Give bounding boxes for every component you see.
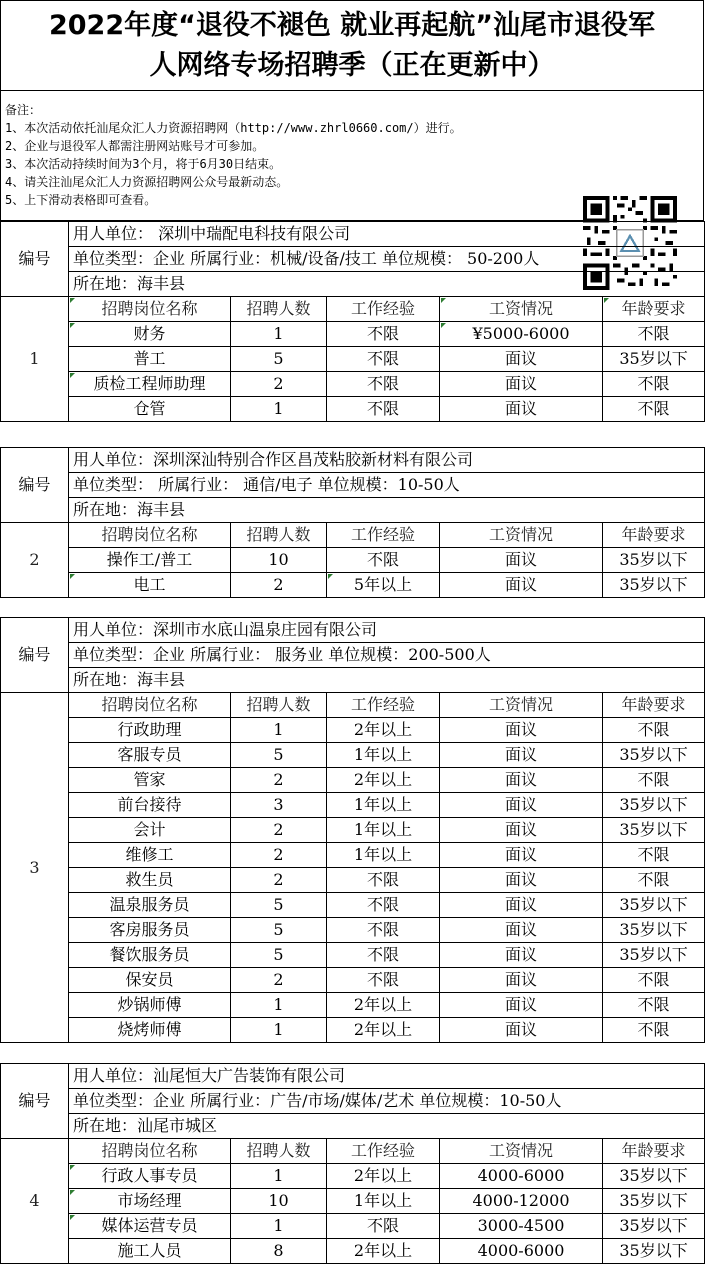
headcount: 5 (231, 347, 327, 372)
column-header: 工作经验 (327, 693, 440, 718)
headcount: 5 (231, 743, 327, 768)
experience: 不限 (327, 372, 440, 397)
salary: 4000-6000 (440, 1164, 603, 1189)
id-label: 编号 (1, 448, 69, 523)
experience: 不限 (327, 322, 440, 347)
employer-name: 用人单位：深圳深汕特别合作区昌茂粘胶新材料有限公司 (69, 448, 705, 473)
company-table-3 (0, 617, 705, 1043)
age-requirement: 不限 (603, 768, 705, 793)
experience: 不限 (327, 893, 440, 918)
age-requirement: 35岁以下 (603, 793, 705, 818)
headcount: 1 (231, 718, 327, 743)
salary: 面议 (440, 743, 603, 768)
experience: 2年以上 (327, 993, 440, 1018)
salary: 面议 (440, 818, 603, 843)
headcount: 1 (231, 1018, 327, 1043)
experience: 2年以上 (327, 768, 440, 793)
note-item: 3、本次活动持续时间为3个月，将于6月30日结束。 (5, 157, 282, 171)
column-header: 年龄要求 (603, 693, 705, 718)
table-row (1, 918, 705, 943)
employer-type: 单位类型：企业 所属行业：广告/市场/媒体/艺术 单位规模：10-50人 (69, 1089, 705, 1114)
column-header: 工资情况 (440, 297, 603, 322)
company-number: 1 (1, 297, 69, 422)
age-requirement: 35岁以下 (603, 548, 705, 573)
job-title: 维修工 (69, 843, 231, 868)
headcount: 1 (231, 1214, 327, 1239)
table-row (1, 1018, 705, 1043)
id-label: 编号 (1, 222, 69, 297)
column-header: 年龄要求 (603, 297, 705, 322)
salary: 面议 (440, 993, 603, 1018)
age-requirement: 35岁以下 (603, 1189, 705, 1214)
salary: 面议 (440, 1018, 603, 1043)
job-title: 市场经理 (69, 1189, 231, 1214)
experience: 不限 (327, 397, 440, 422)
experience: 1年以上 (327, 743, 440, 768)
column-header: 招聘人数 (231, 693, 327, 718)
headcount: 2 (231, 573, 327, 598)
salary: 4000-6000 (440, 1239, 603, 1264)
headcount: 8 (231, 1239, 327, 1264)
age-requirement: 不限 (603, 372, 705, 397)
salary: 面议 (440, 943, 603, 968)
headcount: 5 (231, 918, 327, 943)
note-item: 5、上下滑动表格即可查看。 (5, 193, 157, 207)
experience: 1年以上 (327, 793, 440, 818)
column-header: 工资情况 (440, 523, 603, 548)
company-number: 4 (1, 1139, 69, 1264)
salary: 面议 (440, 793, 603, 818)
table-row (1, 993, 705, 1018)
employer-name: 用人单位： 深圳中瑞配电科技有限公司 (69, 222, 705, 247)
company-table-1 (0, 221, 705, 422)
table-row (1, 1189, 705, 1214)
age-requirement: 35岁以下 (603, 347, 705, 372)
employer-type: 单位类型： 所属行业： 通信/电子 单位规模：10-50人 (69, 473, 705, 498)
experience: 2年以上 (327, 1018, 440, 1043)
column-header: 工作经验 (327, 1139, 440, 1164)
experience: 不限 (327, 1214, 440, 1239)
table-row (1, 397, 705, 422)
table-row (1, 1239, 705, 1264)
experience: 不限 (327, 347, 440, 372)
headcount: 2 (231, 372, 327, 397)
id-label: 编号 (1, 618, 69, 693)
age-requirement: 35岁以下 (603, 1164, 705, 1189)
age-requirement: 不限 (603, 968, 705, 993)
table-row (1, 372, 705, 397)
headcount: 5 (231, 943, 327, 968)
job-title: 电工 (69, 573, 231, 598)
experience: 2年以上 (327, 1239, 440, 1264)
table-row (1, 968, 705, 993)
experience: 不限 (327, 968, 440, 993)
table-row (1, 793, 705, 818)
headcount: 1 (231, 993, 327, 1018)
age-requirement: 不限 (603, 1018, 705, 1043)
headcount: 10 (231, 1189, 327, 1214)
age-requirement: 35岁以下 (603, 818, 705, 843)
job-title: 行政助理 (69, 718, 231, 743)
experience: 不限 (327, 868, 440, 893)
column-header: 招聘人数 (231, 523, 327, 548)
note-item: 1、本次活动依托汕尾众汇人力资源招聘网（http://www.zhrl0660.com/）进行。 (5, 121, 462, 135)
age-requirement: 35岁以下 (603, 743, 705, 768)
job-title: 质检工程师助理 (69, 372, 231, 397)
age-requirement: 不限 (603, 993, 705, 1018)
experience: 2年以上 (327, 1164, 440, 1189)
age-requirement: 不限 (603, 843, 705, 868)
column-header: 工资情况 (440, 1139, 603, 1164)
table-row (1, 768, 705, 793)
headcount: 2 (231, 968, 327, 993)
column-header: 工资情况 (440, 693, 603, 718)
job-title: 仓管 (69, 397, 231, 422)
experience: 不限 (327, 918, 440, 943)
age-requirement: 不限 (603, 322, 705, 347)
id-label: 编号 (1, 1064, 69, 1139)
age-requirement: 不限 (603, 718, 705, 743)
salary: 面议 (440, 768, 603, 793)
salary: ¥5000-6000 (440, 322, 603, 347)
headcount: 10 (231, 548, 327, 573)
column-header: 招聘岗位名称 (69, 1139, 231, 1164)
column-header: 招聘岗位名称 (69, 297, 231, 322)
table-row (1, 743, 705, 768)
job-title: 保安员 (69, 968, 231, 993)
experience: 1年以上 (327, 818, 440, 843)
job-title: 餐饮服务员 (69, 943, 231, 968)
employer-name: 用人单位：深圳市水底山温泉庄园有限公司 (69, 618, 705, 643)
headcount: 2 (231, 843, 327, 868)
salary: 面议 (440, 868, 603, 893)
column-header: 年龄要求 (603, 523, 705, 548)
salary: 面议 (440, 893, 603, 918)
job-title: 会计 (69, 818, 231, 843)
page-title (0, 0, 704, 91)
title-line-2: 人网络专场招聘季（正在更新中） (149, 49, 555, 81)
notes-section (0, 91, 704, 221)
note-item: 4、请关注汕尾众汇人力资源招聘网公众号最新动态。 (5, 175, 289, 189)
column-header: 年龄要求 (603, 1139, 705, 1164)
job-title: 客房服务员 (69, 918, 231, 943)
company-number: 3 (1, 693, 69, 1043)
salary: 面议 (440, 968, 603, 993)
table-row (1, 818, 705, 843)
experience: 不限 (327, 548, 440, 573)
headcount: 2 (231, 818, 327, 843)
note-item: 2、企业与退役军人都需注册网站账号才可参加。 (5, 139, 265, 153)
job-title: 财务 (69, 322, 231, 347)
job-title: 客服专员 (69, 743, 231, 768)
table-row (1, 943, 705, 968)
notes-heading: 备注： (5, 103, 42, 117)
age-requirement: 35岁以下 (603, 943, 705, 968)
job-title: 施工人员 (69, 1239, 231, 1264)
column-header: 招聘岗位名称 (69, 523, 231, 548)
table-row (1, 548, 705, 573)
salary: 面议 (440, 347, 603, 372)
column-header: 工作经验 (327, 523, 440, 548)
table-row (1, 893, 705, 918)
experience: 1年以上 (327, 1189, 440, 1214)
experience: 不限 (327, 943, 440, 968)
job-title: 救生员 (69, 868, 231, 893)
column-header: 招聘人数 (231, 1139, 327, 1164)
company-table-4 (0, 1063, 705, 1264)
column-header: 工作经验 (327, 297, 440, 322)
age-requirement: 不限 (603, 868, 705, 893)
job-title: 媒体运营专员 (69, 1214, 231, 1239)
employer-location: 所在地：海丰县 (69, 498, 705, 523)
title-line-1: 2022年度“退役不褪色 就业再起航”汕尾市退役军 (48, 9, 656, 41)
salary: 面议 (440, 718, 603, 743)
table-row (1, 347, 705, 372)
table-row (1, 322, 705, 347)
employer-name: 用人单位：汕尾恒大广告装饰有限公司 (69, 1064, 705, 1089)
age-requirement: 35岁以下 (603, 893, 705, 918)
age-requirement: 35岁以下 (603, 1214, 705, 1239)
job-title: 管家 (69, 768, 231, 793)
job-title: 行政人事专员 (69, 1164, 231, 1189)
table-row (1, 1214, 705, 1239)
salary: 面议 (440, 372, 603, 397)
table-row (1, 868, 705, 893)
column-header: 招聘岗位名称 (69, 693, 231, 718)
salary: 3000-4500 (440, 1214, 603, 1239)
job-title: 烧烤师傅 (69, 1018, 231, 1043)
job-title: 温泉服务员 (69, 893, 231, 918)
table-row (1, 1164, 705, 1189)
age-requirement: 35岁以下 (603, 573, 705, 598)
age-requirement: 不限 (603, 397, 705, 422)
experience: 2年以上 (327, 718, 440, 743)
employer-type: 单位类型：企业 所属行业： 服务业 单位规模：200-500人 (69, 643, 705, 668)
salary: 面议 (440, 548, 603, 573)
headcount: 5 (231, 893, 327, 918)
table-row (1, 843, 705, 868)
table-row (1, 718, 705, 743)
headcount: 1 (231, 397, 327, 422)
employer-location: 所在地：海丰县 (69, 668, 705, 693)
headcount: 2 (231, 868, 327, 893)
employer-location: 所在地：汕尾市城区 (69, 1114, 705, 1139)
table-row (1, 573, 705, 598)
employer-type: 单位类型：企业 所属行业：机械/设备/技工 单位规模： 50-200人 (69, 247, 705, 272)
experience: 5年以上 (327, 573, 440, 598)
column-header: 招聘人数 (231, 297, 327, 322)
salary: 面议 (440, 843, 603, 868)
company-table-2 (0, 447, 705, 598)
job-title: 炒锅师傅 (69, 993, 231, 1018)
salary: 面议 (440, 573, 603, 598)
headcount: 2 (231, 768, 327, 793)
job-title: 普工 (69, 347, 231, 372)
age-requirement: 35岁以下 (603, 918, 705, 943)
salary: 面议 (440, 918, 603, 943)
company-number: 2 (1, 523, 69, 598)
age-requirement: 35岁以下 (603, 1239, 705, 1264)
experience: 1年以上 (327, 843, 440, 868)
headcount: 1 (231, 1164, 327, 1189)
headcount: 1 (231, 322, 327, 347)
job-title: 操作工/普工 (69, 548, 231, 573)
employer-location: 所在地：海丰县 (69, 272, 705, 297)
job-title: 前台接待 (69, 793, 231, 818)
salary: 4000-12000 (440, 1189, 603, 1214)
notes-lines (5, 101, 462, 209)
salary: 面议 (440, 397, 603, 422)
headcount: 3 (231, 793, 327, 818)
